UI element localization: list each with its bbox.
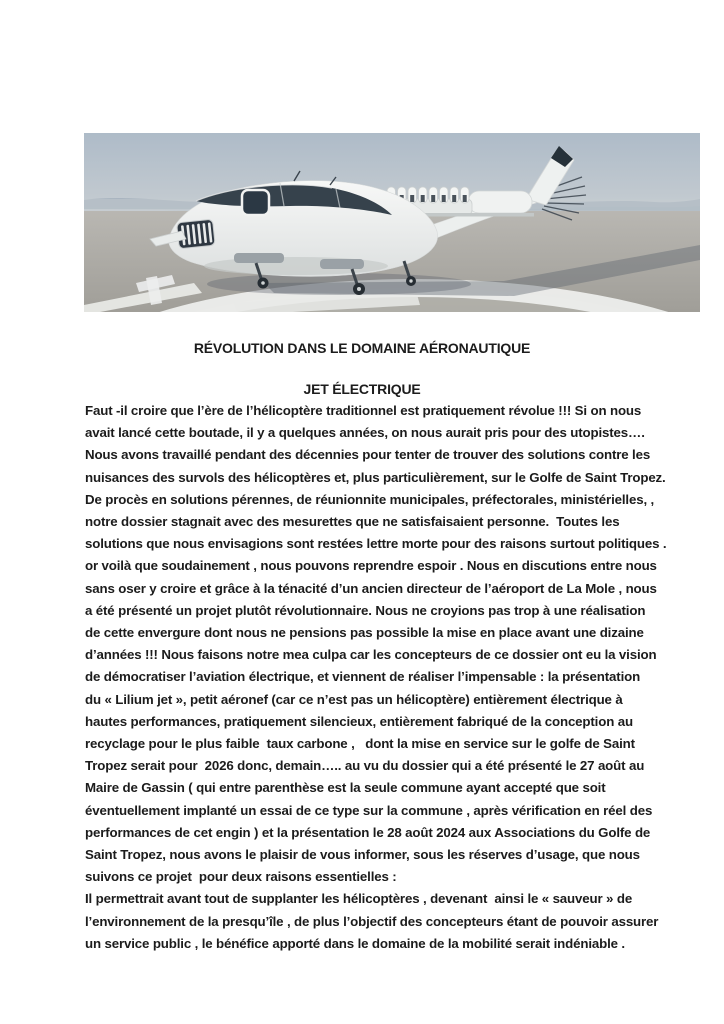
text-line: De procès en solutions pérennes, de réunionnite municipales, préfectorales, ministérielles, , <box>85 491 655 507</box>
text-line: l’environnement de la presqu’île , de plus l’objectif des concepteurs étant de pouvoir assurer <box>85 913 659 929</box>
aircraft-photo-illustration <box>84 133 700 312</box>
text-line: performances de cet engin ) et la présentation le 28 août 2024 aux Associations du Golfe de <box>85 824 651 840</box>
text-line: or voilà que soudainement , nous pouvons reprendre espoir . Nous en discutions entre nous <box>85 558 657 574</box>
text-line: de cette envergure dont nous ne pensions pas possible la mise en place avant une dizaine <box>85 625 644 641</box>
text-line: suivons ce projet pour deux raisons essentielles : <box>85 869 397 885</box>
document-subtitle: JET ÉLECTRIQUE <box>303 380 421 397</box>
text-line: éventuellement implanté un essai de ce type sur la commune , après vérification en réel des <box>85 802 653 818</box>
aircraft-photo <box>84 133 700 312</box>
text-line: solutions que nous envisagions sont restées lettre morte pour des raisons surtout politiques . <box>85 536 667 552</box>
text-line: du « Lilium jet », petit aéronef (car ce n’est pas un hélicoptère) entièrement électrique à <box>85 691 623 707</box>
document-title: RÉVOLUTION DANS LE DOMAINE AÉRONAUTIQUE <box>193 340 531 357</box>
body-text <box>85 400 700 955</box>
text-line: Nous avons travaillé pendant des décennies pour tenter de trouver des solutions contre les <box>85 447 651 463</box>
text-line: sans oser y croire et grâce à la ténacité d’un ancien directeur de l’aéroport de La Mole , nous <box>85 580 657 596</box>
text-line: Tropez serait pour 2026 donc, demain….. au vu du dossier qui a été présenté le 27 août au <box>85 758 645 774</box>
text-line: de démocratiser l’aviation électrique, et viennent de réaliser l’impensable : la présentation <box>85 669 641 685</box>
text-line: notre dossier stagnait avec des mesurettes que ne satisfaisaient personne. Toutes les <box>85 514 620 530</box>
text-line: a été présenté un projet plutôt révolutionnaire. Nous ne croyions pas trop à une réalisation <box>85 602 646 618</box>
text-line: Il permettrait avant tout de supplanter les hélicoptères , devenant ainsi le « sauveur » de <box>85 891 633 907</box>
text-line: avait lancé cette boutade, il y a quelques années, on nous aurait pris pour des utopistes…. <box>85 425 645 441</box>
text-line: hautes performances, pratiquement silencieux, entièrement fabriqué de la conception au <box>85 713 633 729</box>
text-line: d’années !!! Nous faisons notre mea culpa car les concepteurs de ce dossier ont eu la vision <box>85 647 657 663</box>
text-line: Faut -il croire que l’ère de l’hélicoptère traditionnel est pratiquement révolue !!! Si on nous <box>85 403 642 418</box>
text-line: nuisances des survols des hélicoptères et, plus particulièrement, sur le Golfe de Saint Tropez. <box>85 469 666 485</box>
text-line: Maire de Gassin ( qui entre parenthèse est la seule commune ayant accepté que soit <box>85 780 606 796</box>
text-line: recyclage pour le plus faible taux carbone , dont la mise en service sur le golfe de Saint <box>85 736 635 752</box>
text-line: Saint Tropez, nous avons le plaisir de vous informer, sous les réserves d’usage, que nous <box>85 847 640 863</box>
text-line: un service public , le bénéfice apporté dans le domaine de la mobilité serait indéniable . <box>85 935 625 951</box>
